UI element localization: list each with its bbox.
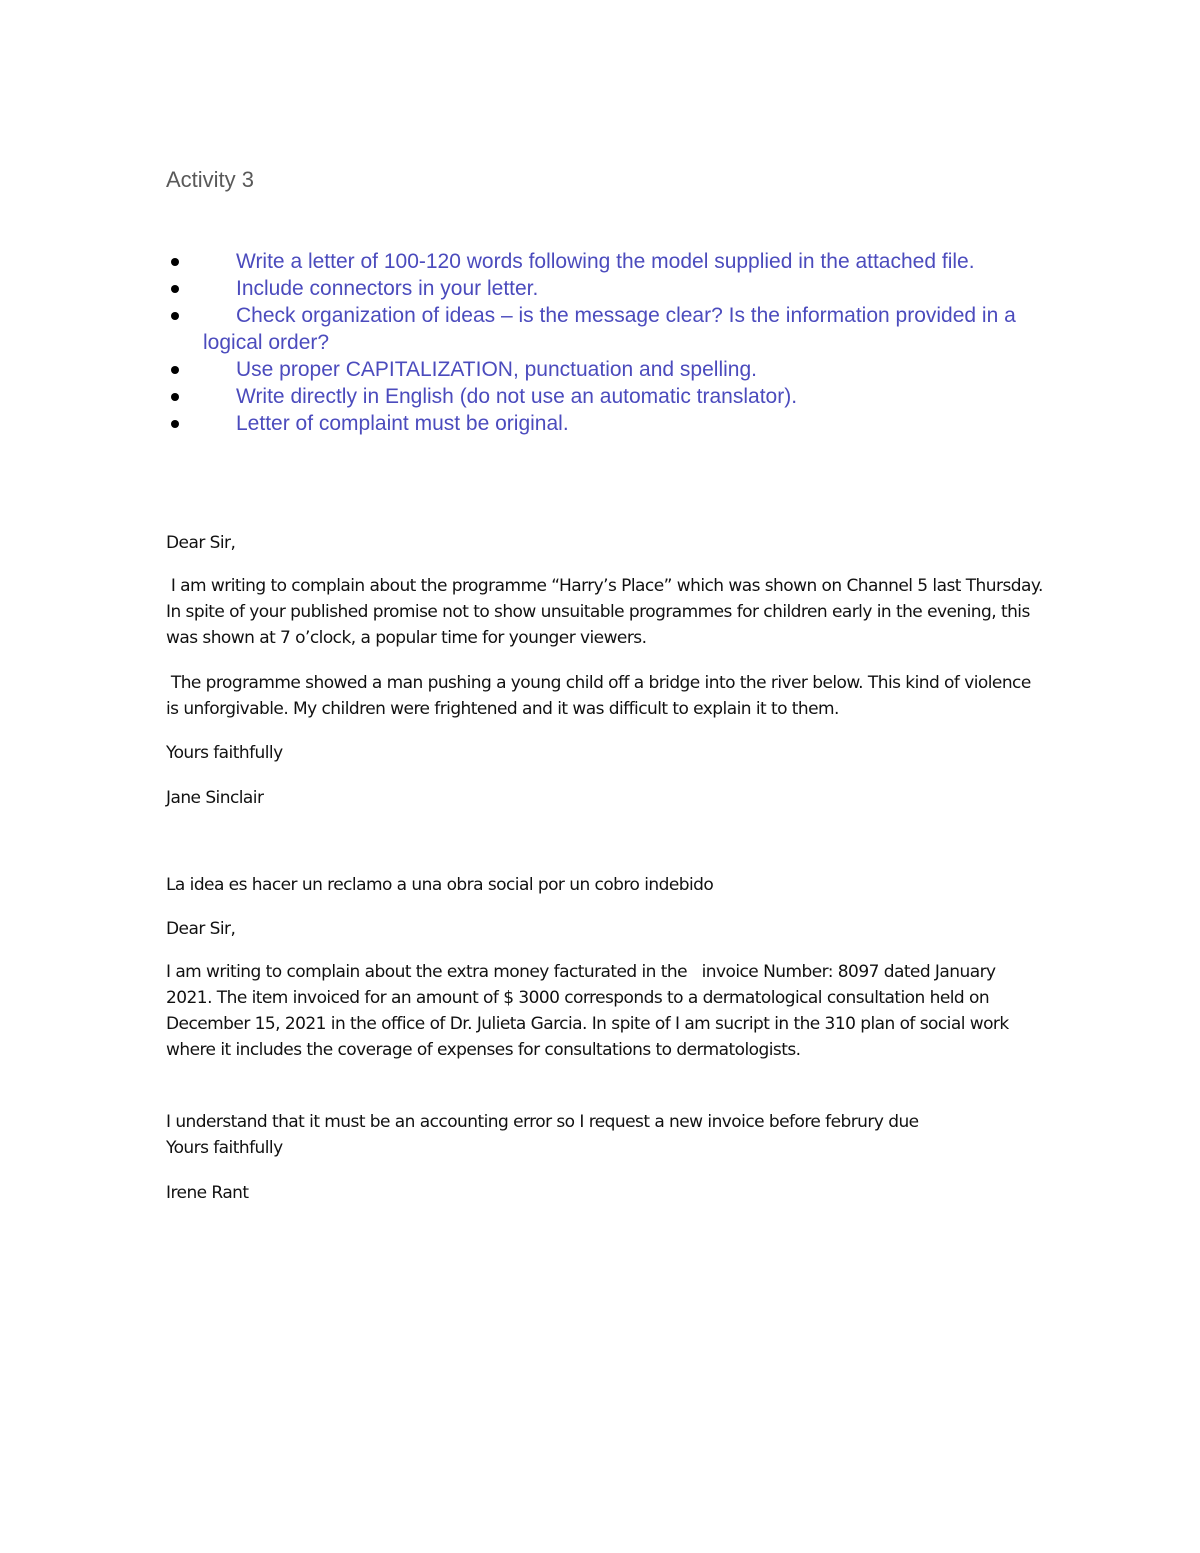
- instruction-text: Include connectors in your letter.: [236, 277, 539, 300]
- model-letter-paragraph-1: I am writing to complain about the programme “Harry’s Place” which was shown on Channel 5 last Thursday. In spite of your published promise not to show unsuitable programmes for children early in the evening, this was shown at 7 o’clock, a popular time for younger viewers.: [166, 576, 1048, 648]
- list-item: [166, 356, 1046, 383]
- list-item: [166, 410, 1046, 437]
- list-item: [166, 248, 1046, 275]
- student-letter-paragraph-2: I understand that it must be an accounting error so I request a new invoice before februry due: [166, 1112, 919, 1132]
- page-title: Activity 3: [166, 167, 255, 192]
- bullet-icon: [171, 312, 179, 320]
- model-letter-salutation: Dear Sir,: [166, 533, 236, 553]
- instruction-text: Write a letter of 100-120 words following the model supplied in the attached file.: [236, 250, 975, 273]
- student-letter-salutation: Dear Sir,: [166, 919, 236, 939]
- list-item: [166, 383, 1046, 410]
- instruction-text: Use proper CAPITALIZATION, punctuation and spelling.: [236, 358, 757, 381]
- instruction-text: Letter of complaint must be original.: [236, 412, 569, 435]
- student-letter-closing: Yours faithfully: [166, 1138, 283, 1158]
- instructions-list: [166, 248, 1046, 437]
- model-letter-paragraph-2: The programme showed a man pushing a young child off a bridge into the river below. This kind of violence is unforgivable. My children were frightened and it was difficult to explain it to them.: [166, 673, 1036, 719]
- bullet-icon: [171, 366, 179, 374]
- bullet-icon: [171, 420, 179, 428]
- assignment-note: La idea es hacer un reclamo a una obra social por un cobro indebido: [166, 875, 714, 895]
- bullet-icon: [171, 285, 179, 293]
- bullet-icon: [171, 258, 179, 266]
- student-letter-paragraph-1: I am writing to complain about the extra money facturated in the invoice Number: 8097 dated January 2021. The item invoiced for an amount of $ 3000 corresponds to a dermatological consultation held on December 15, 2021 in the office of Dr. Julieta Garcia. In spite of I am sucript in the 310 plan of social work where it includes the coverage of expenses for consultations to dermatologists.: [166, 962, 1014, 1060]
- instruction-text: Check organization of ideas – is the message clear? Is the information provided in a logical order?: [203, 304, 1016, 354]
- model-letter-closing: Yours faithfully: [166, 743, 283, 763]
- model-letter-signature: Jane Sinclair: [166, 788, 264, 808]
- list-item: [166, 302, 1046, 356]
- student-letter-signature: Irene Rant: [166, 1183, 249, 1203]
- instruction-text: Write directly in English (do not use an automatic translator).: [236, 385, 798, 408]
- bullet-icon: [171, 393, 179, 401]
- list-item: [166, 275, 1046, 302]
